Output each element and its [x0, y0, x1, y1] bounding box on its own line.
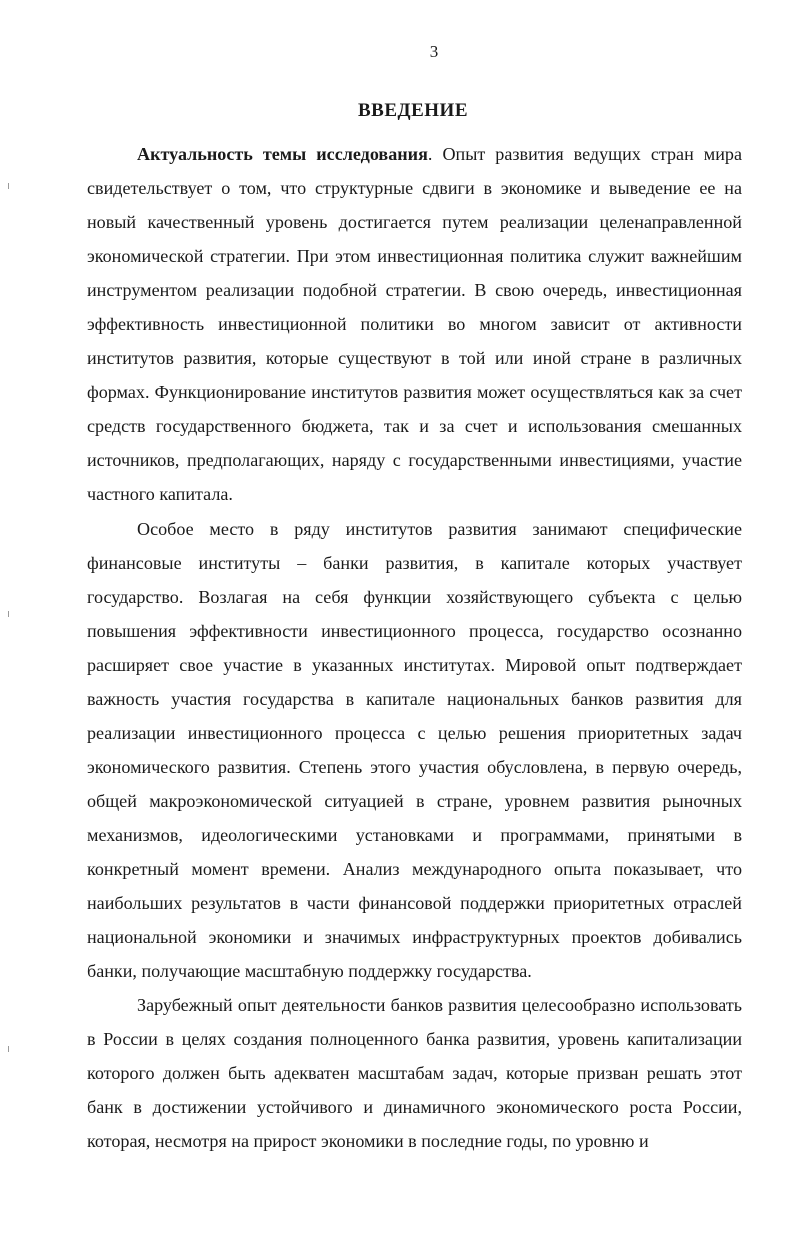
paragraph-1 — [87, 137, 742, 512]
body-text — [87, 137, 742, 1158]
paragraph-2 — [87, 512, 742, 989]
paragraph-3-text: Зарубежный опыт деятельности банков развития целесообразно использовать в России в целях создания полноценного банка развития, уровень капитализации которого должен быть адекватен масштабам задач, которые призван решать этот банк в достижении устойчивого и динамичного экономического роста России, которая, несмотря на прирост экономики в последние годы, по уровню и — [87, 995, 742, 1152]
paragraph-2-text: Особое место в ряду институтов развития занимают специфические финансовые институты – банки развития, в капитале которых участвует государство. Возлагая на себя функции хозяйствующего субъекта с целью повышения эффективности инвестиционного процесса, государство осознанно расширяет свое участие в указанных институтах. Мировой опыт подтверждает важность участия государства в капитале национальных банков развития для реализации инвестиционного процесса с целью решения приоритетных задач экономического развития. Степень этого участия обусловлена, в первую очередь, общей макроэкономической ситуацией в стране, уровнем развития рыночных механизмов, идеологическими установками и программами, принятыми в конкретный момент времени. Анализ международного опыта показывает, что наибольших результатов в части финансовой поддержки приоритетных отраслей национальной экономики и значимых инфраструктурных проектов добивались банки, получающие масштабную поддержку государства. — [87, 518, 742, 982]
paragraph-1-lead: Актуальность темы исследования — [137, 144, 428, 164]
section-heading: ВВЕДЕНИЕ — [358, 100, 468, 121]
page-number: 3 — [429, 42, 439, 61]
margin-mark — [8, 183, 9, 189]
paragraph-3 — [87, 988, 742, 1158]
margin-mark — [8, 611, 9, 617]
paragraph-1-text: . Опыт развития ведущих стран мира свидетельствует о том, что структурные сдвиги в экономике и выведение ее на новый качественный уровень достигается путем реализации целенаправленной экономической стратегии. При этом инвестиционная политика служит важнейшим инструментом реализации подобной стратегии. В свою очередь, инвестиционная эффективность инвестиционной политики во многом зависит от активности институтов развития, которые существуют в той или иной стране в различных формах. Функционирование институтов развития может осуществляться как за счет средств государственного бюджета, так и за счет и использования смешанных источников, предполагающих, наряду с государственными инвестициями, участие частного капитала. — [87, 144, 743, 505]
margin-mark — [8, 1046, 9, 1052]
